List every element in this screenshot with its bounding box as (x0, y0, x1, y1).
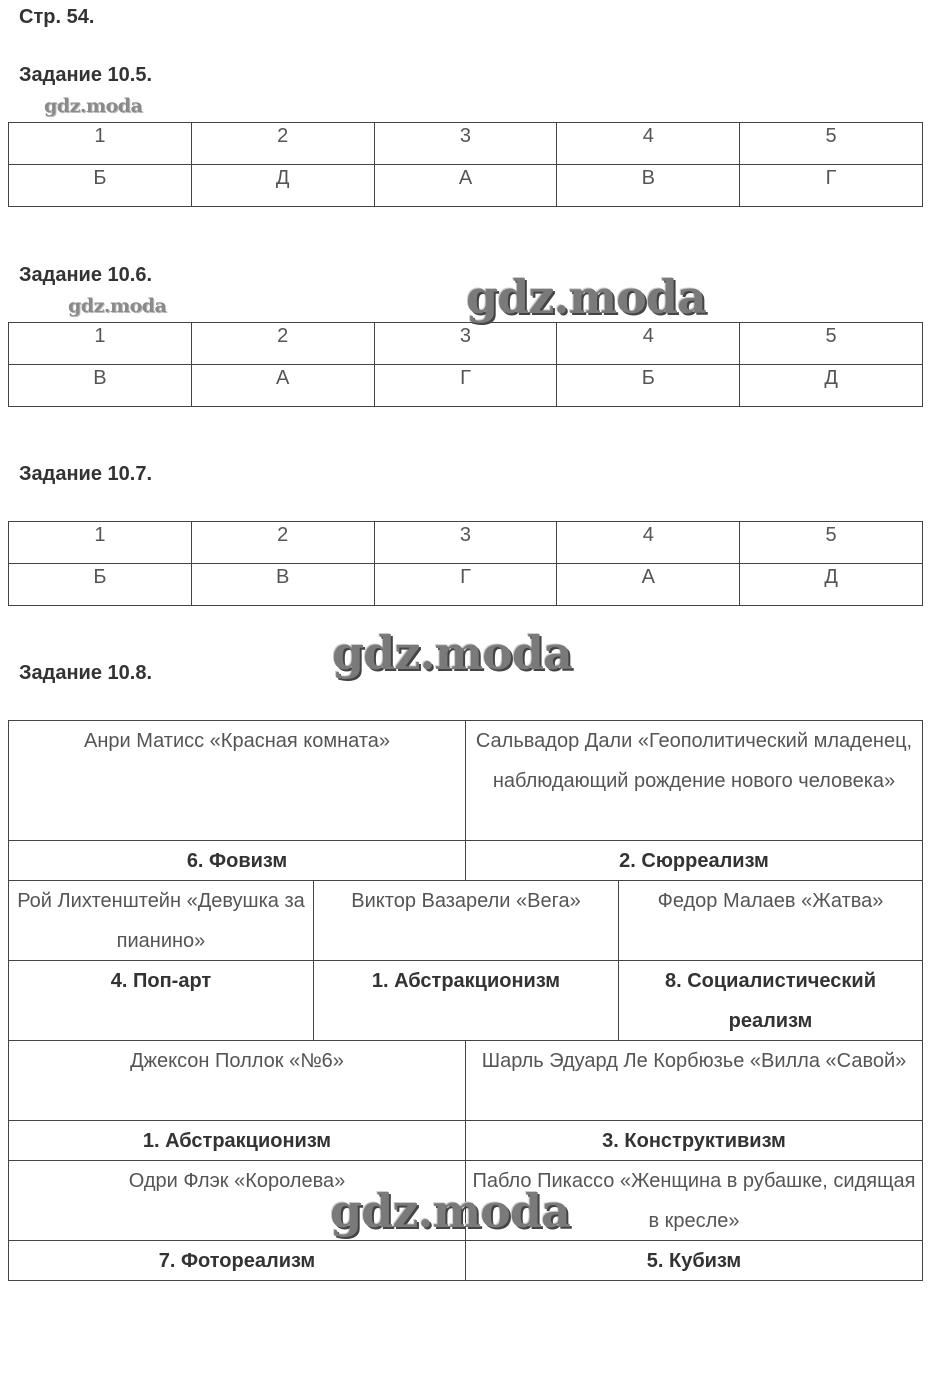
answer-table-10-6 (8, 322, 923, 407)
table-cell: А (557, 564, 740, 606)
table-cell: 1 (9, 123, 192, 165)
table-cell: 4 (557, 323, 740, 365)
style-cell: 8. Социалистический реализм (619, 961, 923, 1041)
table-cell: Д (740, 564, 923, 606)
table-cell: 1 (9, 323, 192, 365)
artwork-cell: Федор Малаев «Жатва» (619, 881, 923, 961)
table-cell: 4 (557, 123, 740, 165)
style-cell: 6. Фовизм (9, 841, 466, 881)
style-cell: 1. Абстракционизм (9, 1121, 466, 1161)
artwork-cell: Рой Лихтенштейн «Девушка за пианино» (9, 881, 314, 961)
table-cell: Б (9, 564, 192, 606)
table-cell: В (191, 564, 374, 606)
style-cell: 2. Сюрреализм (466, 841, 923, 881)
table-cell: Б (557, 365, 740, 407)
page-number: Стр. 54. (19, 6, 95, 28)
table-header-row (9, 323, 923, 365)
style-cell: 7. Фотореализм (9, 1241, 466, 1281)
table-cell: 2 (191, 522, 374, 564)
table-cell: Г (740, 165, 923, 207)
watermark: gdz.moda (330, 1184, 570, 1238)
artwork-cell: Сальвадор Дали «Геополитический младенец, наблюдающий рождение нового человека» (466, 721, 923, 841)
table-row (9, 165, 923, 207)
style-cell: 1. Абстракционизм (314, 961, 619, 1041)
task-title-10-8: Задание 10.8. (19, 662, 153, 684)
table-cell: Б (9, 165, 192, 207)
watermark: gdz.moda (466, 270, 706, 324)
table-cell: 3 (374, 323, 557, 365)
table-header-row (9, 522, 923, 564)
table-cell: В (557, 165, 740, 207)
table-header-row (9, 123, 923, 165)
style-cell: 4. Поп-арт (9, 961, 314, 1041)
artwork-cell: Анри Матисс «Красная комната» (9, 721, 466, 841)
table-cell: 5 (740, 522, 923, 564)
artwork-cell: Одри Флэк «Королева» (9, 1161, 466, 1241)
table-cell: 3 (374, 123, 557, 165)
task-title-10-7: Задание 10.7. (19, 463, 153, 485)
table-cell: 5 (740, 123, 923, 165)
table-cell: А (374, 165, 557, 207)
artwork-cell: Шарль Эдуард Ле Корбюзье «Вилла «Савой» (466, 1041, 923, 1121)
table-row (9, 564, 923, 606)
table-cell: Г (374, 365, 557, 407)
watermark: gdz.moda (44, 95, 143, 117)
answer-table-10-7 (8, 521, 923, 606)
table-row (9, 365, 923, 407)
table-cell: 4 (557, 522, 740, 564)
table-cell: 1 (9, 522, 192, 564)
answer-table-10-5 (8, 122, 923, 207)
table-cell: А (191, 365, 374, 407)
artwork-cell: Пабло Пикассо «Женщина в рубашке, сидящая в кресле» (466, 1161, 923, 1241)
table-cell: 2 (191, 123, 374, 165)
watermark: gdz.moda (68, 295, 167, 317)
table-cell: Г (374, 564, 557, 606)
task-title-10-6: Задание 10.6. (19, 264, 153, 286)
table-cell: 5 (740, 323, 923, 365)
artwork-cell: Джексон Поллок «№6» (9, 1041, 466, 1121)
table-cell: 2 (191, 323, 374, 365)
artwork-cell: Виктор Вазарели «Вега» (314, 881, 619, 961)
table-cell: 3 (374, 522, 557, 564)
table-cell: Д (740, 365, 923, 407)
table-cell: Д (191, 165, 374, 207)
table-cell: В (9, 365, 192, 407)
style-cell: 5. Кубизм (466, 1241, 923, 1281)
style-cell: 3. Конструктивизм (466, 1121, 923, 1161)
task-title-10-5: Задание 10.5. (19, 64, 153, 86)
watermark: gdz.moda (332, 626, 572, 680)
